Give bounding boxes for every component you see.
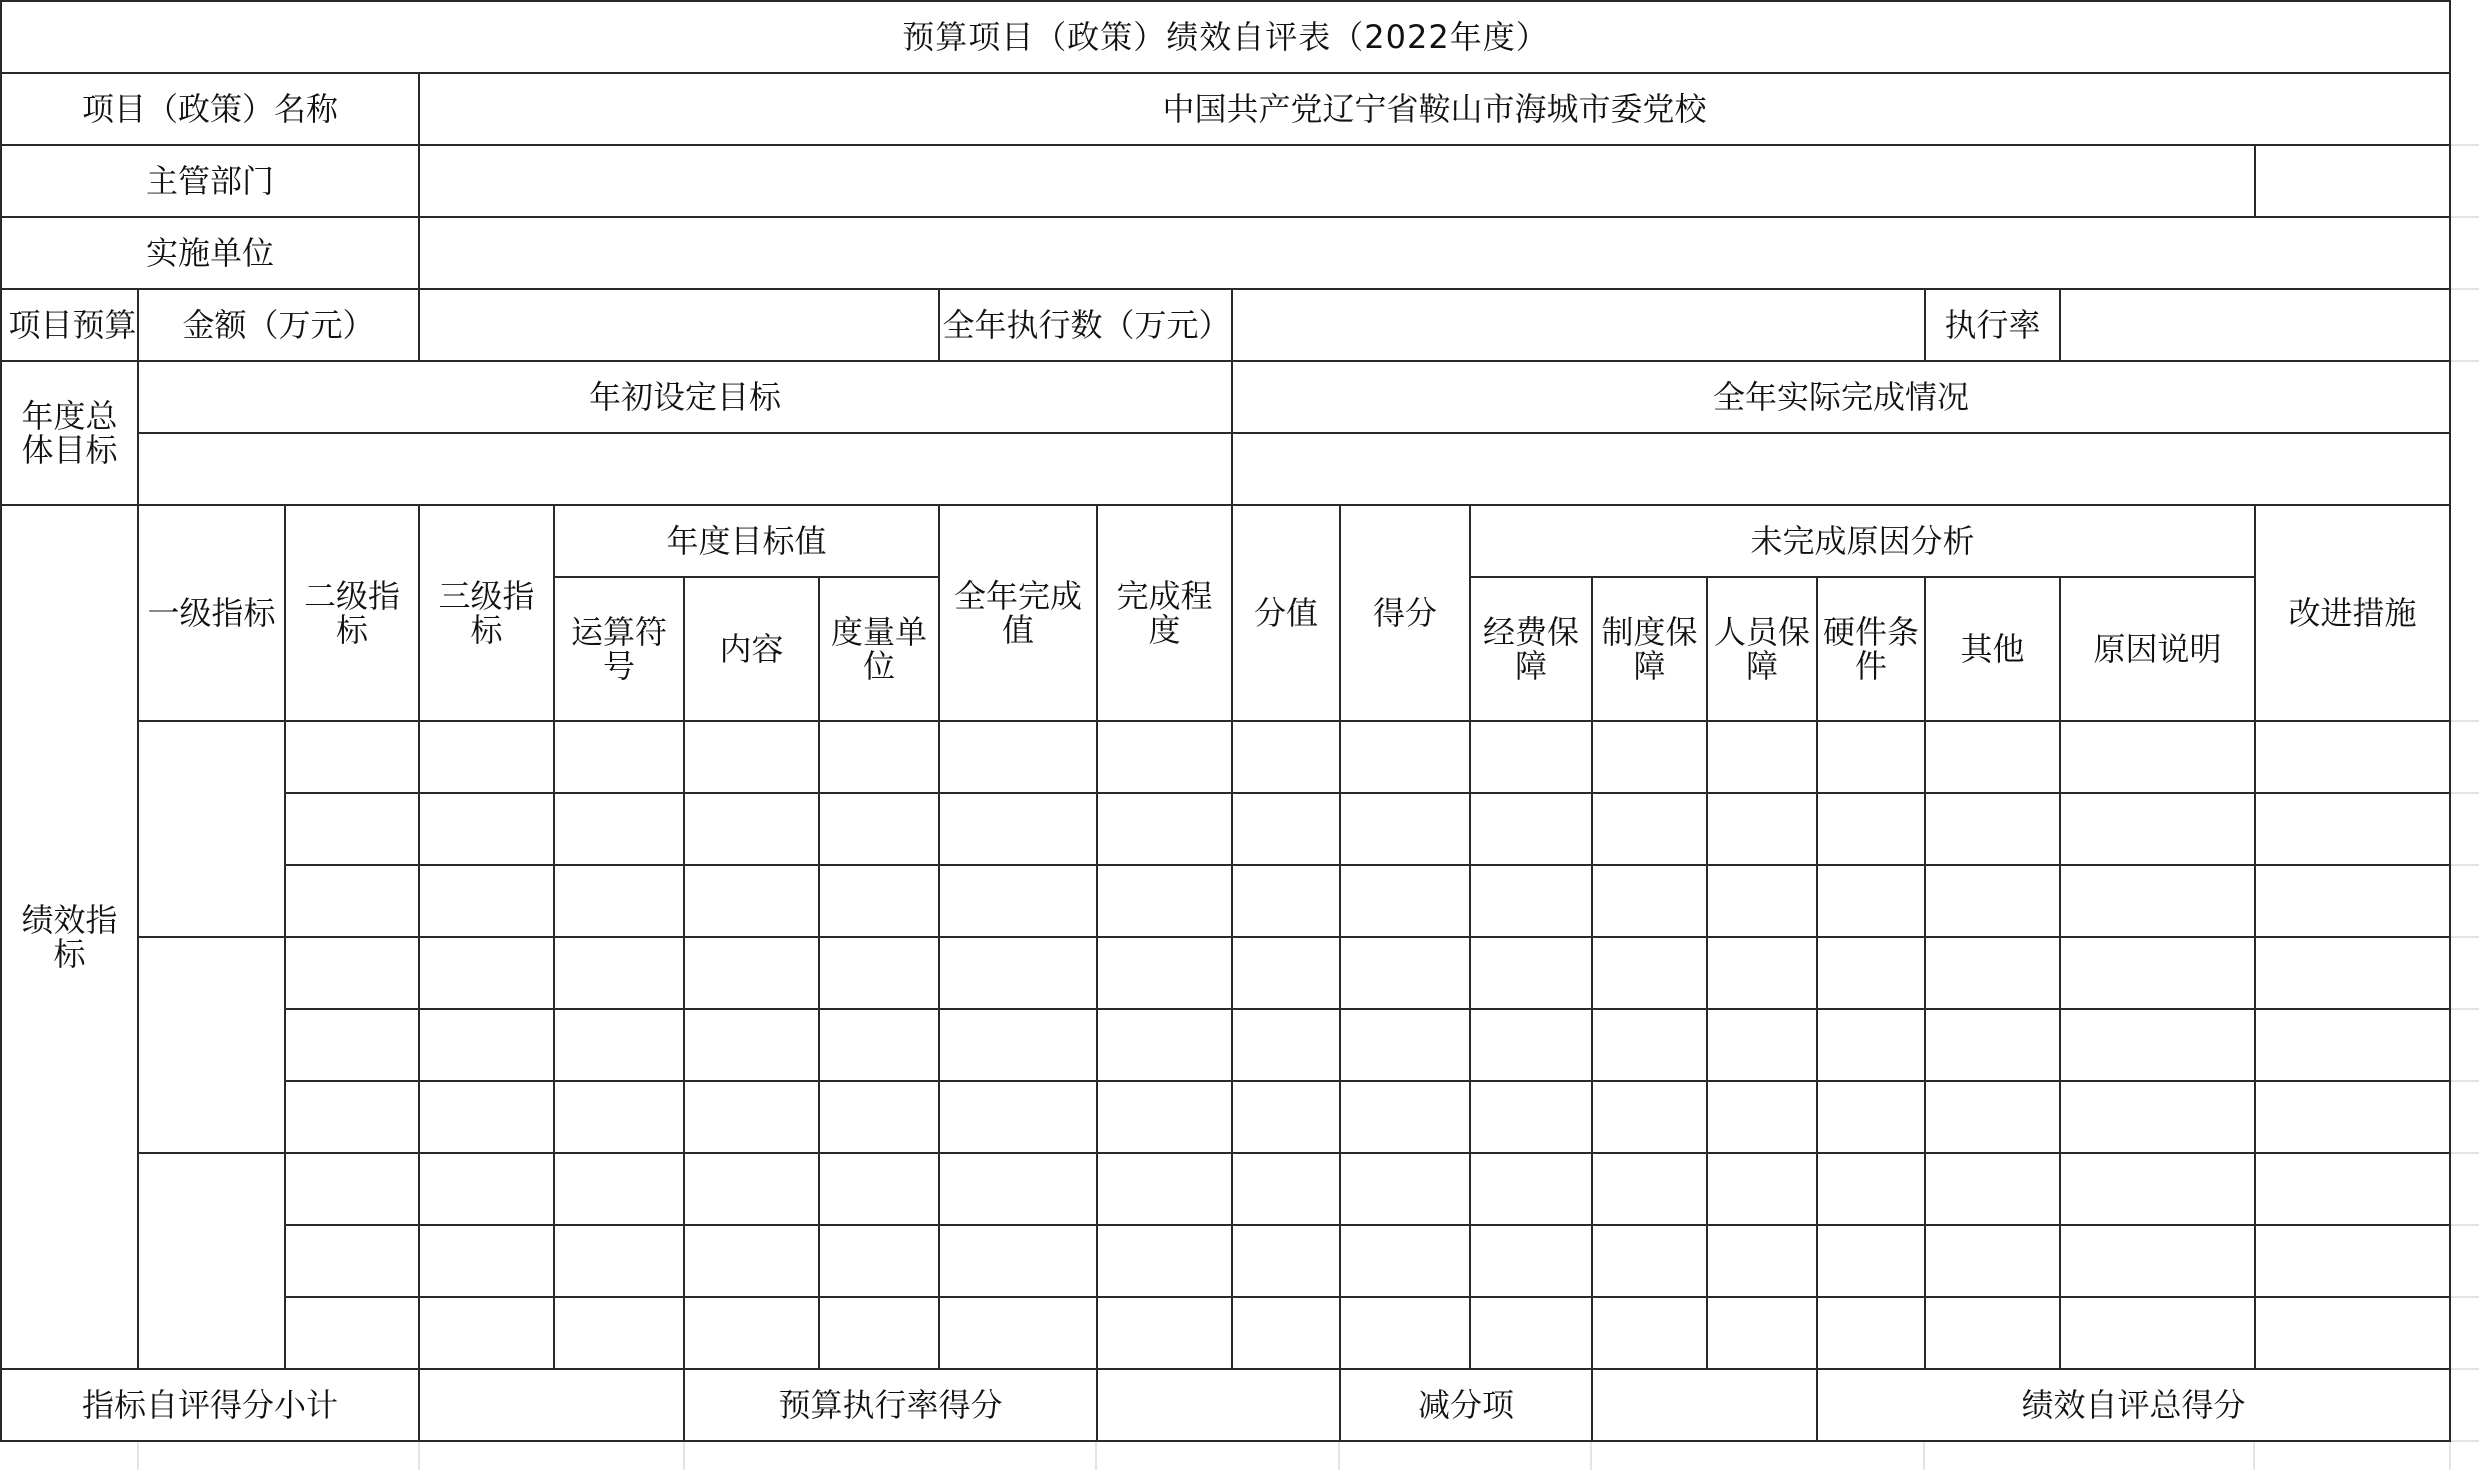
grid-cell[interactable] bbox=[1592, 1153, 1707, 1225]
grid-cell[interactable] bbox=[819, 1153, 939, 1225]
grid-cell[interactable] bbox=[1470, 937, 1592, 1009]
grid-cell[interactable] bbox=[1817, 865, 1925, 937]
indicator-row bbox=[1, 1297, 2450, 1369]
grid-cell[interactable] bbox=[1707, 1225, 1817, 1297]
indicator-row bbox=[1, 1225, 2450, 1297]
form-title: 预算项目（政策）绩效自评表（2022年度） bbox=[1, 1, 2450, 73]
system-guarantee-header: 制度保障 bbox=[1592, 577, 1707, 721]
budget-label-part-b: 金额（万元） bbox=[138, 289, 419, 361]
total-score-label: 绩效自评总得分 bbox=[1817, 1369, 2450, 1441]
grid-cell[interactable] bbox=[285, 1009, 419, 1081]
grid-cell[interactable] bbox=[819, 793, 939, 865]
grid-cell[interactable] bbox=[2255, 1153, 2450, 1225]
grid-cell[interactable] bbox=[1097, 721, 1232, 793]
indicator-row bbox=[1, 1009, 2450, 1081]
grid-cell[interactable] bbox=[1097, 1081, 1232, 1153]
operator-header: 运算符号 bbox=[554, 577, 684, 721]
initial-goal-cell[interactable] bbox=[138, 433, 1232, 505]
grid-cell[interactable] bbox=[1592, 1297, 1707, 1369]
grid-cell[interactable] bbox=[1340, 865, 1470, 937]
grid-cell[interactable] bbox=[419, 1153, 554, 1225]
grid-cell[interactable] bbox=[819, 1081, 939, 1153]
grid-cell[interactable] bbox=[1707, 721, 1817, 793]
grid-cell[interactable] bbox=[2060, 865, 2255, 937]
level3-indicator-header: 三级指标 bbox=[419, 505, 554, 721]
grid-cell[interactable] bbox=[1592, 865, 1707, 937]
grid-cell[interactable] bbox=[1925, 1153, 2060, 1225]
grid-cell[interactable] bbox=[1097, 793, 1232, 865]
grid-cell[interactable] bbox=[285, 1297, 419, 1369]
initial-goal-header: 年初设定目标 bbox=[138, 361, 1232, 433]
grid-cell[interactable] bbox=[285, 721, 419, 793]
grid-cell[interactable] bbox=[2255, 1081, 2450, 1153]
indicator-row bbox=[1, 865, 2450, 937]
grid-cell[interactable] bbox=[1707, 937, 1817, 1009]
implementing-unit-value-cell[interactable] bbox=[419, 217, 2450, 289]
grid-cell[interactable] bbox=[1925, 1225, 2060, 1297]
project-name-label: 项目（政策）名称 bbox=[1, 73, 419, 145]
grid-cell[interactable] bbox=[1340, 1009, 1470, 1081]
grid-cell[interactable] bbox=[1592, 1081, 1707, 1153]
grid-cell[interactable] bbox=[1470, 1153, 1592, 1225]
grid-cell[interactable] bbox=[2060, 1225, 2255, 1297]
grid-cell[interactable] bbox=[939, 1297, 1097, 1369]
grid-cell[interactable] bbox=[684, 1225, 819, 1297]
grid-cell[interactable] bbox=[939, 721, 1097, 793]
grid-cell[interactable] bbox=[939, 793, 1097, 865]
grid-cell[interactable] bbox=[819, 1009, 939, 1081]
grid-cell[interactable] bbox=[554, 1225, 684, 1297]
indicator-row bbox=[1, 937, 2450, 1009]
improvement-measures-header: 改进措施 bbox=[2255, 505, 2450, 721]
grid-cell[interactable] bbox=[2060, 1297, 2255, 1369]
grid-cell[interactable] bbox=[1925, 865, 2060, 937]
grid-cell[interactable] bbox=[1232, 1153, 1340, 1225]
grid-cell[interactable] bbox=[1232, 937, 1340, 1009]
deduction-label: 减分项 bbox=[1340, 1369, 1592, 1441]
grid-cell[interactable] bbox=[419, 1297, 554, 1369]
grid-cell[interactable] bbox=[939, 1081, 1097, 1153]
grid-cell[interactable] bbox=[939, 937, 1097, 1009]
grid-cell[interactable] bbox=[1232, 793, 1340, 865]
grid-cell[interactable] bbox=[554, 1081, 684, 1153]
grid-cell[interactable] bbox=[1925, 937, 2060, 1009]
incomplete-reason-analysis-header: 未完成原因分析 bbox=[1470, 505, 2255, 577]
grid-cell[interactable] bbox=[684, 1081, 819, 1153]
actual-completion-header: 全年实际完成情况 bbox=[1232, 361, 2450, 433]
grid-cell[interactable] bbox=[1817, 1081, 1925, 1153]
grid-cell[interactable] bbox=[1470, 1009, 1592, 1081]
grid-cell[interactable] bbox=[419, 1225, 554, 1297]
score-header: 得分 bbox=[1340, 505, 1470, 721]
grid-cell[interactable] bbox=[2255, 721, 2450, 793]
grid-cell[interactable] bbox=[1340, 937, 1470, 1009]
grid-cell[interactable] bbox=[1707, 1297, 1817, 1369]
grid-cell[interactable] bbox=[1925, 721, 2060, 793]
grid-cell[interactable] bbox=[2060, 1153, 2255, 1225]
grid-cell[interactable] bbox=[2060, 1009, 2255, 1081]
grid-cell[interactable] bbox=[1340, 1297, 1470, 1369]
grid-cell[interactable] bbox=[419, 1009, 554, 1081]
budget-amount-cell[interactable] bbox=[419, 289, 939, 361]
grid-cell[interactable] bbox=[1470, 1297, 1592, 1369]
grid-cell[interactable] bbox=[1707, 1081, 1817, 1153]
grid-cell[interactable] bbox=[1707, 793, 1817, 865]
grid-cell[interactable] bbox=[1817, 1153, 1925, 1225]
grid-cell[interactable] bbox=[819, 937, 939, 1009]
grid-cell[interactable] bbox=[1097, 1153, 1232, 1225]
grid-cell[interactable] bbox=[1097, 937, 1232, 1009]
grid-cell[interactable] bbox=[1592, 721, 1707, 793]
grid-cell[interactable] bbox=[1592, 793, 1707, 865]
grid-cell[interactable] bbox=[554, 1009, 684, 1081]
grid-cell[interactable] bbox=[1817, 1297, 1925, 1369]
grid-cell[interactable] bbox=[1817, 937, 1925, 1009]
grid-cell[interactable] bbox=[1340, 1153, 1470, 1225]
grid-cell[interactable] bbox=[554, 865, 684, 937]
grid-cell[interactable] bbox=[684, 1153, 819, 1225]
completion-degree-header: 完成程度 bbox=[1097, 505, 1232, 721]
budget-label-part-a: 项目预算 bbox=[1, 289, 138, 361]
score-value-header: 分值 bbox=[1232, 505, 1340, 721]
indicator-subtotal-cell[interactable] bbox=[419, 1369, 684, 1441]
grid-cell[interactable] bbox=[1707, 865, 1817, 937]
grid-cell[interactable] bbox=[554, 937, 684, 1009]
grid-cell[interactable] bbox=[1232, 1297, 1340, 1369]
indicator-row bbox=[1, 793, 2450, 865]
grid-cell[interactable] bbox=[684, 937, 819, 1009]
department-value-cell[interactable] bbox=[419, 145, 2255, 217]
grid-cell[interactable] bbox=[419, 937, 554, 1009]
annual-execution-cell[interactable] bbox=[1232, 289, 1925, 361]
grid-cell[interactable] bbox=[419, 1081, 554, 1153]
execution-rate-label: 执行率 bbox=[1925, 289, 2060, 361]
grid-cell[interactable] bbox=[1925, 793, 2060, 865]
grid-cell[interactable] bbox=[1470, 1081, 1592, 1153]
grid-cell[interactable] bbox=[554, 1297, 684, 1369]
grid-cell[interactable] bbox=[1097, 1297, 1232, 1369]
grid-cell[interactable] bbox=[1232, 1009, 1340, 1081]
grid-cell[interactable] bbox=[285, 1153, 419, 1225]
project-name-value[interactable]: 中国共产党辽宁省鞍山市海城市委党校 bbox=[419, 73, 2450, 145]
budget-rate-score-label: 预算执行率得分 bbox=[684, 1369, 1097, 1441]
indicator-subtotal-label: 指标自评得分小计 bbox=[1, 1369, 419, 1441]
grid-cell[interactable] bbox=[1817, 793, 1925, 865]
other-reason-header: 其他 bbox=[1925, 577, 2060, 721]
grid-cell[interactable] bbox=[285, 1225, 419, 1297]
level1-group-cell[interactable] bbox=[138, 1153, 285, 1369]
grid-cell[interactable] bbox=[684, 1297, 819, 1369]
performance-indicator-label: 绩效指标 bbox=[1, 505, 138, 1369]
grid-cell[interactable] bbox=[2255, 1225, 2450, 1297]
grid-cell[interactable] bbox=[419, 721, 554, 793]
grid-cell[interactable] bbox=[1232, 865, 1340, 937]
grid-cell[interactable] bbox=[1817, 1009, 1925, 1081]
grid-cell[interactable] bbox=[419, 865, 554, 937]
annual-execution-label: 全年执行数（万元） bbox=[939, 289, 1232, 361]
grid-cell[interactable] bbox=[1232, 1081, 1340, 1153]
grid-cell[interactable] bbox=[1097, 865, 1232, 937]
grid-cell[interactable] bbox=[285, 1081, 419, 1153]
grid-cell[interactable] bbox=[2060, 1081, 2255, 1153]
department-label: 主管部门 bbox=[1, 145, 419, 217]
implementing-unit-label: 实施单位 bbox=[1, 217, 419, 289]
grid-cell[interactable] bbox=[2060, 793, 2255, 865]
grid-cell[interactable] bbox=[819, 865, 939, 937]
grid-cell[interactable] bbox=[684, 1009, 819, 1081]
grid-cell[interactable] bbox=[939, 1153, 1097, 1225]
grid-cell[interactable] bbox=[684, 865, 819, 937]
grid-cell[interactable] bbox=[1340, 793, 1470, 865]
grid-cell[interactable] bbox=[1470, 721, 1592, 793]
grid-cell[interactable] bbox=[1817, 1225, 1925, 1297]
indicator-row bbox=[1, 721, 2450, 793]
grid-cell[interactable] bbox=[819, 1225, 939, 1297]
grid-cell[interactable] bbox=[1097, 1009, 1232, 1081]
grid-cell[interactable] bbox=[1925, 1081, 2060, 1153]
hardware-conditions-header: 硬件条件 bbox=[1817, 577, 1925, 721]
grid-cell[interactable] bbox=[819, 1297, 939, 1369]
level2-indicator-header: 二级指标 bbox=[285, 505, 419, 721]
deduction-cell[interactable] bbox=[1592, 1369, 1817, 1441]
grid-cell[interactable] bbox=[2255, 1009, 2450, 1081]
grid-cell[interactable] bbox=[1707, 1153, 1817, 1225]
indicator-row bbox=[1, 1081, 2450, 1153]
grid-cell[interactable] bbox=[1232, 1225, 1340, 1297]
grid-cell[interactable] bbox=[1470, 1225, 1592, 1297]
grid-cell[interactable] bbox=[819, 721, 939, 793]
grid-cell[interactable] bbox=[1592, 937, 1707, 1009]
annual-target-value-header: 年度目标值 bbox=[554, 505, 939, 577]
grid-cell[interactable] bbox=[2255, 793, 2450, 865]
grid-cell[interactable] bbox=[939, 1225, 1097, 1297]
execution-rate-cell[interactable] bbox=[2060, 289, 2450, 361]
grid-cell[interactable] bbox=[285, 865, 419, 937]
grid-cell[interactable] bbox=[285, 793, 419, 865]
actual-completion-cell[interactable] bbox=[1232, 433, 2450, 505]
grid-cell[interactable] bbox=[1232, 721, 1340, 793]
grid-cell[interactable] bbox=[2255, 1297, 2450, 1369]
grid-cell[interactable] bbox=[939, 1009, 1097, 1081]
level1-indicator-header: 一级指标 bbox=[138, 505, 285, 721]
grid-cell[interactable] bbox=[939, 865, 1097, 937]
level1-group-cell[interactable] bbox=[138, 937, 285, 1153]
measure-unit-header: 度量单位 bbox=[819, 577, 939, 721]
annual-overall-goal-label: 年度总体目标 bbox=[1, 361, 138, 505]
annual-completed-value-header: 全年完成值 bbox=[939, 505, 1097, 721]
grid-cell[interactable] bbox=[1340, 721, 1470, 793]
grid-cell[interactable] bbox=[1340, 1081, 1470, 1153]
grid-cell[interactable] bbox=[2255, 937, 2450, 1009]
grid-cell[interactable] bbox=[554, 793, 684, 865]
department-extra-cell[interactable] bbox=[2255, 145, 2450, 217]
staff-guarantee-header: 人员保障 bbox=[1707, 577, 1817, 721]
grid-cell[interactable] bbox=[1097, 1225, 1232, 1297]
grid-cell[interactable] bbox=[1592, 1009, 1707, 1081]
grid-cell[interactable] bbox=[1817, 721, 1925, 793]
grid-cell[interactable] bbox=[554, 721, 684, 793]
grid-cell[interactable] bbox=[2255, 865, 2450, 937]
grid-cell[interactable] bbox=[684, 721, 819, 793]
grid-cell[interactable] bbox=[2060, 937, 2255, 1009]
reason-note-header: 原因说明 bbox=[2060, 577, 2255, 721]
indicator-row bbox=[1, 1153, 2450, 1225]
level1-group-cell[interactable] bbox=[138, 721, 285, 937]
grid-cell[interactable] bbox=[554, 1153, 684, 1225]
grid-cell[interactable] bbox=[1925, 1297, 2060, 1369]
grid-cell[interactable] bbox=[419, 793, 554, 865]
grid-cell[interactable] bbox=[1592, 1225, 1707, 1297]
grid-cell[interactable] bbox=[1707, 1009, 1817, 1081]
content-header: 内容 bbox=[684, 577, 819, 721]
grid-cell[interactable] bbox=[1925, 1009, 2060, 1081]
grid-cell[interactable] bbox=[1470, 793, 1592, 865]
grid-cell[interactable] bbox=[684, 793, 819, 865]
funding-guarantee-header: 经费保障 bbox=[1470, 577, 1592, 721]
grid-cell[interactable] bbox=[285, 937, 419, 1009]
grid-cell[interactable] bbox=[1470, 865, 1592, 937]
grid-cell[interactable] bbox=[2060, 721, 2255, 793]
grid-cell[interactable] bbox=[1340, 1225, 1470, 1297]
budget-rate-score-cell[interactable] bbox=[1097, 1369, 1340, 1441]
